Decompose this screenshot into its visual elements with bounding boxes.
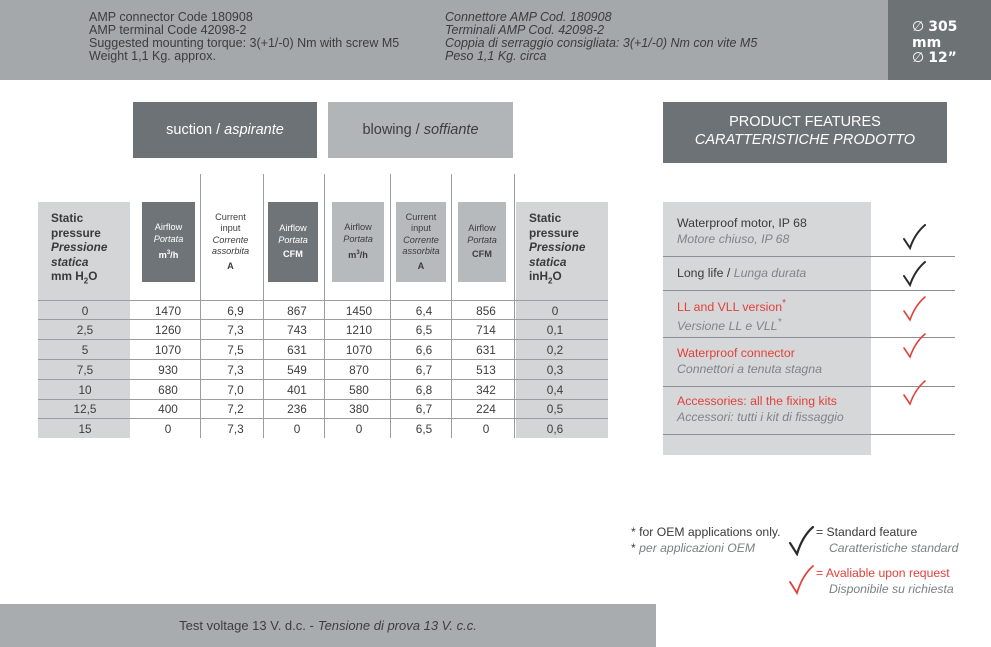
- size-in-value: 12”: [928, 50, 957, 66]
- check-standard-icon: [902, 261, 926, 287]
- legend-request-check-icon: [788, 565, 814, 595]
- table-cell: 15: [78, 422, 92, 436]
- table-row: [38, 300, 608, 320]
- blowing-airflow-header: Airflow Portata $m^3/h$: [332, 202, 384, 282]
- feature-divider: [663, 290, 955, 291]
- feature-item: LL and VLL version* Versione LL e VLL*: [677, 298, 786, 334]
- suction-current-header: Current input Corrente assorbita A: [211, 211, 250, 271]
- table-cell: 0,5: [546, 402, 564, 416]
- spec-english: [89, 11, 399, 63]
- table-row: [38, 380, 608, 400]
- table-cell: 7,2: [227, 402, 244, 416]
- pressure-label-it: statica: [529, 254, 567, 269]
- legend-standard: = Standard feature Caratteristiche standard: [816, 525, 959, 555]
- pressure-label-it: Pressione: [51, 240, 108, 254]
- table-cell: 7,3: [227, 422, 244, 436]
- table-cell: 7,5: [76, 363, 94, 377]
- table-cell: 7,0: [227, 383, 244, 397]
- table-cell: 549: [287, 363, 307, 377]
- table-row: [38, 360, 608, 380]
- spec-line: AMP terminal Code 42098-2: [89, 23, 247, 37]
- feature-divider: [663, 256, 955, 257]
- check-request-icon: [902, 380, 926, 406]
- pressure-label: pressure: [529, 225, 579, 240]
- table-cell: 380: [349, 402, 369, 416]
- table-cell: 743: [287, 323, 307, 337]
- suction-label: suction /: [166, 122, 221, 138]
- table-cell: 6,5: [415, 323, 433, 337]
- table-cell: 513: [476, 363, 496, 377]
- feature-item: Long life / Lunga durata: [677, 266, 807, 280]
- pressure-mm-header: [38, 202, 130, 299]
- table-row: [38, 340, 608, 360]
- table-cell: 6,6: [415, 343, 433, 357]
- spec-line: Peso 1,1 Kg. circa: [445, 49, 547, 63]
- table-cell: 342: [476, 383, 496, 397]
- table-cell: 1210: [345, 323, 373, 337]
- table-cell: 5: [81, 343, 89, 357]
- suction-header: [133, 102, 317, 158]
- table-cell: 580: [349, 383, 369, 397]
- pressure-label-it: Pressione: [529, 240, 586, 254]
- features-title: [663, 102, 947, 163]
- table-cell: 400: [158, 402, 178, 416]
- spec-header: [0, 0, 888, 80]
- table-cell: 870: [349, 363, 369, 377]
- table-cell: 6,8: [415, 383, 433, 397]
- feature-item: Waterproof motor, IP 68 Motore chiuso, IP 68: [677, 216, 807, 246]
- table-cell: 1070: [345, 343, 373, 357]
- table-cell: 224: [476, 402, 496, 416]
- size-mm-value: 305 mm: [912, 19, 958, 51]
- pressure-label: Static: [529, 211, 562, 225]
- table-cell: 6,7: [415, 402, 433, 416]
- size-box: [888, 0, 991, 80]
- test-voltage-footer: [0, 604, 656, 647]
- spec-line: Weight 1,1 Kg. approx.: [89, 49, 216, 63]
- suction-cfm-header: Airflow Portata CFM: [268, 202, 318, 282]
- features-title-it: CARATTERISTICHE PRODOTTO: [694, 132, 916, 148]
- table-cell: 856: [476, 304, 496, 318]
- table-cell: 631: [287, 343, 307, 357]
- table-cell: 0: [482, 422, 490, 436]
- pressure-unit: inH$_2$O: [529, 269, 562, 286]
- check-request-icon: [902, 333, 926, 359]
- table-cell: 1070: [154, 343, 182, 357]
- check-request-icon: [902, 296, 926, 322]
- table-cell: 7,3: [227, 363, 244, 377]
- table-cell: 0,6: [546, 422, 564, 436]
- spec-line: Coppia di serraggio consigliata: 3(+1/-0) Nm con vite M5: [445, 36, 758, 50]
- feature-item: Accessories: all the fixing kits Accessori: tutti i kit di fissaggio: [677, 394, 844, 424]
- table-cell: 714: [476, 323, 496, 337]
- table-cell: 0: [551, 304, 559, 318]
- spec-line: AMP connector Code 180908: [89, 10, 253, 24]
- table-cell: 0,1: [546, 323, 564, 337]
- blowing-cfm-header: Airflow Portata CFM: [458, 202, 506, 282]
- table-cell: 0: [81, 304, 89, 318]
- table-cell: 930: [158, 363, 178, 377]
- check-standard-icon: [902, 224, 926, 250]
- size-mm: [912, 19, 991, 51]
- table-cell: 6,9: [227, 304, 244, 318]
- table-cell: 2,5: [76, 323, 94, 337]
- oem-note: * for OEM applications only. * per applicazioni OEM: [631, 525, 781, 555]
- table-cell: 0: [355, 422, 363, 436]
- legend-request: = Avaliable upon request Disponibile su richiesta: [816, 566, 954, 596]
- table-cell: 7,3: [227, 323, 244, 337]
- table-row: [38, 419, 608, 439]
- table-cell: 401: [287, 383, 307, 397]
- spec-line: Terminali AMP Cod. 42098-2: [445, 23, 605, 37]
- blowing-current-header: Current input Corrente assorbita A: [396, 202, 446, 282]
- table-cell: 0,2: [546, 343, 564, 357]
- table-cell: 6,4: [415, 304, 433, 318]
- spec-line: Connettore AMP Cod. 180908: [445, 10, 612, 24]
- table-cell: 0: [164, 422, 172, 436]
- table-row: [38, 320, 608, 340]
- pressure-in-header: [516, 202, 608, 299]
- table-cell: 6,5: [415, 422, 433, 436]
- suction-label-it: aspirante: [224, 122, 284, 138]
- table-cell: 7,5: [227, 343, 244, 357]
- table-cell: 867: [287, 304, 307, 318]
- pressure-unit: mm $H_2O$: [51, 269, 98, 286]
- pressure-label: pressure: [51, 225, 101, 240]
- table-cell: 1470: [154, 304, 182, 318]
- size-in: [912, 50, 957, 66]
- blowing-header: [328, 102, 513, 158]
- table-cell: 1260: [154, 323, 182, 337]
- footer-it: Tensione di prova 13 V. c.c.: [317, 618, 477, 633]
- blowing-label: blowing /: [362, 122, 420, 138]
- table-cell: 236: [287, 402, 307, 416]
- table-cell: 0,3: [546, 363, 564, 377]
- spec-italian: [445, 11, 757, 63]
- pressure-label-it: statica: [51, 254, 89, 269]
- footer-en: Test voltage 13 V. d.c. -: [179, 618, 314, 633]
- table-cell: 0,4: [546, 383, 564, 397]
- diameter-icon: ∅: [912, 19, 925, 35]
- table-cell: 0: [293, 422, 301, 436]
- diameter-icon: ∅: [912, 50, 925, 66]
- table-cell: 10: [78, 383, 92, 397]
- table-row: [38, 399, 608, 419]
- table-cell: 1450: [345, 304, 373, 318]
- spec-line: Suggested mounting torque: 3(+1/-0) Nm with screw M5: [89, 36, 400, 50]
- table-cell: 680: [158, 383, 178, 397]
- blowing-label-it: soffiante: [423, 122, 479, 138]
- feature-divider: [663, 434, 955, 435]
- legend-standard-check-icon: [788, 526, 814, 556]
- feature-item: Waterproof connector Connettori a tenuta stagna: [677, 346, 822, 376]
- pressure-label: Static: [51, 211, 84, 225]
- table-cell: 631: [476, 343, 496, 357]
- suction-airflow-header: Airflow Portata $m^3/h$: [142, 202, 195, 282]
- features-title-en: PRODUCT FEATURES: [729, 114, 881, 130]
- table-cell: 12,5: [73, 402, 97, 416]
- table-cell: 6,7: [415, 363, 433, 377]
